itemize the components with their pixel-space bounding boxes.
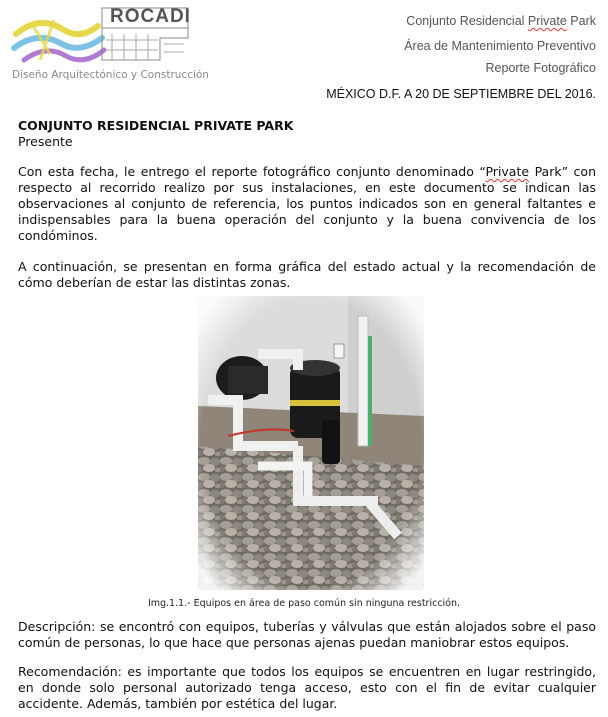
description-paragraph: Descripción: se encontró con equipos, tuberías y válvulas que están alojados sobre el paso común de personas, lo que hace que personas ajenas puedan maniobrar estos equipos. — [18, 619, 596, 650]
header-report-type: Reporte Fotográfico — [485, 61, 596, 75]
addressee-greeting: Presente — [18, 134, 73, 149]
equipment-photo-image — [198, 296, 424, 590]
intro-paragraph — [18, 164, 596, 244]
equipment-photo — [198, 296, 424, 590]
header-project-name — [406, 14, 596, 28]
continuation-paragraph: A continuación, se presentan en forma gráfica del estado actual y la recomendación de cómo deberían de estar las distintas zonas. — [18, 259, 596, 290]
logo-name: ROCADI — [110, 6, 191, 27]
document-date: MÉXICO D.F. A 20 DE SEPTIEMBRE DEL 2016. — [326, 87, 596, 101]
header-project-underlined: Private — [527, 14, 567, 28]
header-project-suffix: Park — [566, 14, 596, 28]
intro-text-before: Con esta fecha, le entrego el reporte fotográfico conjunto denominado “ — [18, 164, 486, 179]
header-department: Área de Mantenimiento Preventivo — [404, 39, 596, 53]
intro-text-after: Park” con respecto al recorrido realizo por sus instalaciones, en este documento se indican las observaciones al conjunto de referencia, los puntos indicados son en general faltantes e indispensables para la buena operación del conjunto y la buena convivencia de los condóminos. — [18, 164, 596, 243]
company-logo — [10, 4, 209, 84]
logo-tagline: Diseño Arquitectónico y Construcción — [12, 69, 209, 81]
header-project-prefix: Conjunto Residencial — [406, 14, 528, 28]
figure-caption: Img.1.1.- Equipos en área de paso común sin ninguna restricción. — [147, 598, 461, 609]
addressee-name: CONJUNTO RESIDENCIAL PRIVATE PARK — [18, 118, 294, 133]
recommendation-paragraph: Recomendación: es importante que todos los equipos se encuentren en lugar restringido, en donde solo personal autorizado tenga acceso, esto con el fin de evitar cualquier accidente. Además, también por estética del lugar. — [18, 664, 596, 711]
intro-text-underlined: Private — [485, 164, 530, 179]
addressee-block — [18, 118, 293, 150]
